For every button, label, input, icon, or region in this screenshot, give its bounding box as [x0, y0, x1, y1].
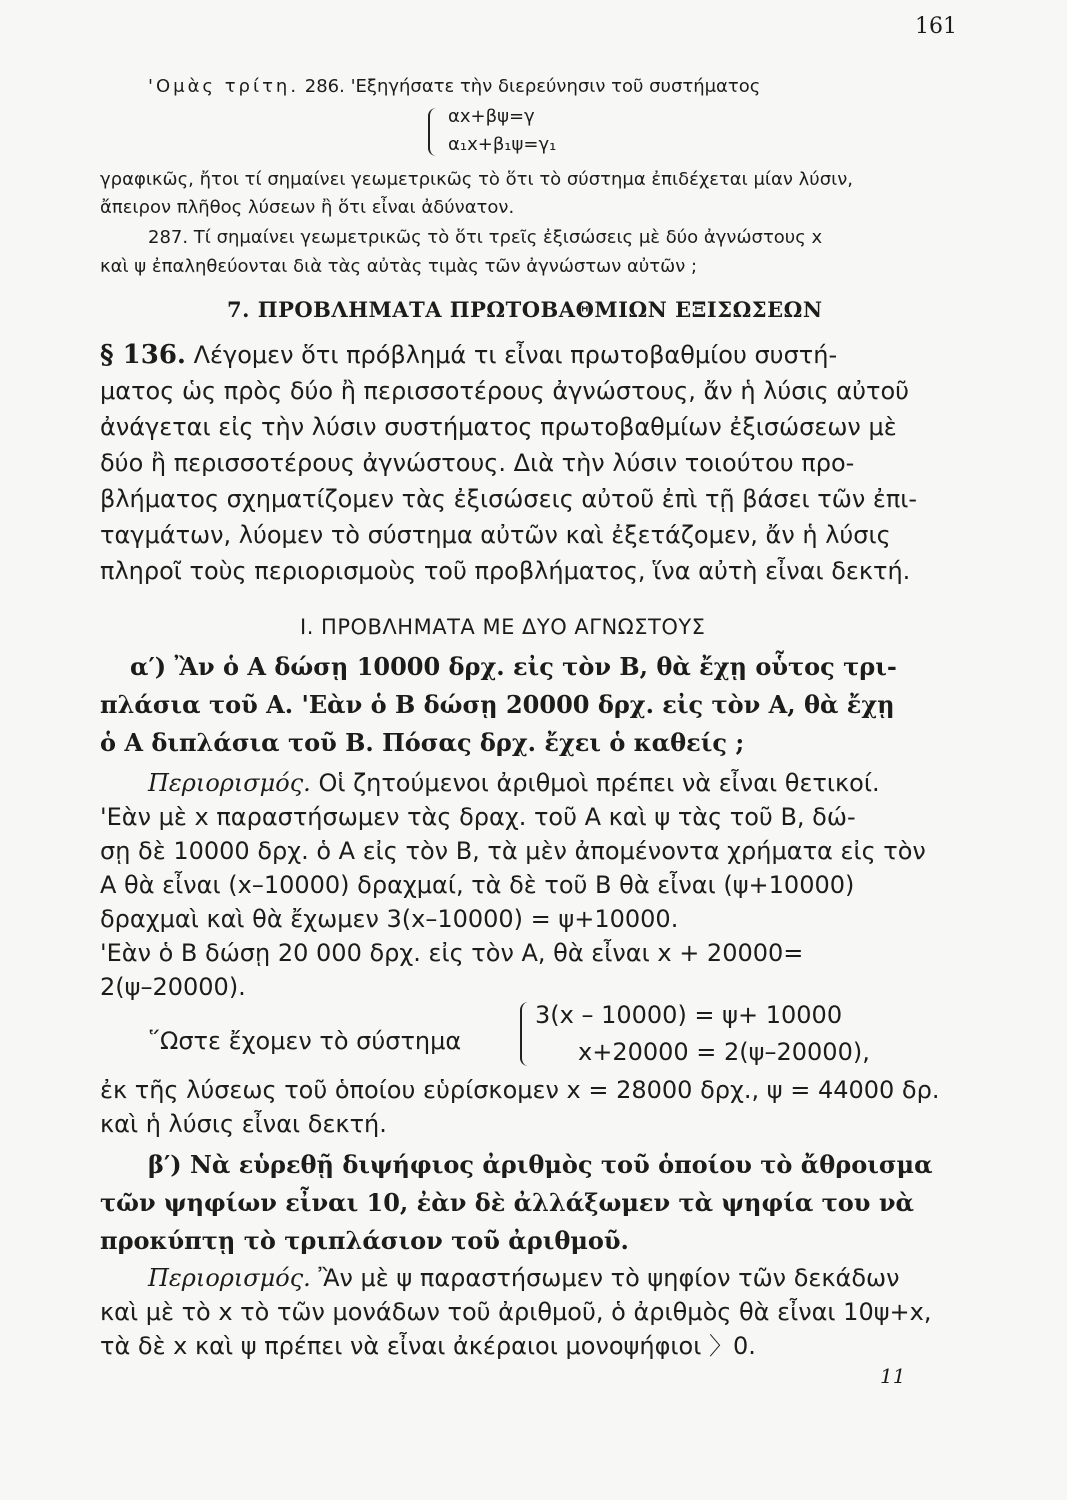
system-eq2: α₁x+β₁ψ=γ₁ — [448, 134, 557, 155]
restriction-label: Περιορισμός. — [148, 769, 311, 797]
text-line: 'Εὰν ὁ Β δώσῃ 20 000 δρχ. εἰς τὸν Α, θὰ εἶναι x + 20000= — [100, 939, 804, 967]
group-label: 'Ομὰς τρίτη. — [148, 76, 300, 97]
text-line: ταγμάτων, λύομεν τὸ σύστημα αὐτῶν καὶ ἐξετάζομεν, ἄν ἡ λύσις — [100, 521, 891, 549]
text-line: Λέγομεν ὅτι πρόβλημά τι εἶναι πρωτοβαθμίου συστή- — [193, 341, 838, 369]
subsection-heading: Ι. ΠΡΟΒΛΗΜΑΤΑ ΜΕ ΔΥΟ ΑΓΝΩΣΤΟΥΣ — [300, 615, 706, 639]
problem-a-statement: πλάσια τοῦ Α. 'Εὰν ὁ Β δώσῃ 20000 δρχ. εἰς τὸν Α, θὰ ἔχῃ — [100, 690, 895, 719]
text-line: Α θὰ εἶναι (x–10000) δραχμαί, τὰ δὲ τοῦ Β θὰ εἶναι (ψ+10000) — [100, 871, 855, 899]
system-brace — [428, 108, 438, 156]
system-brace — [520, 1002, 530, 1066]
system-equation: 3(x – 10000) = ψ+ 10000 — [535, 1001, 843, 1029]
paragraph-number: § 136. — [100, 340, 186, 370]
restriction-b — [148, 1262, 900, 1294]
text-line: ἐκ τῆς λύσεως τοῦ ὁποίου εὑρίσκομεν x = 28000 δρχ., ψ = 44000 δρ. — [100, 1076, 940, 1104]
section-heading: 7. ΠΡΟΒΛΗΜΑΤΑ ΠΡΩΤΟΒΑΘΜΙΩΝ ΕΞΙΣΩΣΕΩΝ — [227, 297, 823, 322]
text-line: ἄπειρον πλῆθος λύσεων ἢ ὅτι εἶναι ἀδύνατον. — [100, 197, 515, 218]
text-line: τὰ δὲ x καὶ ψ πρέπει νὰ εἶναι ἀκέραιοι μονοψήφιοι 〉0. — [100, 1332, 756, 1360]
restriction-text: Ἂν μὲ ψ παραστήσωμεν τὸ ψηφίον τῶν δεκάδων — [318, 1264, 900, 1292]
exercise-286 — [148, 75, 760, 99]
text-line: πληροῖ τοὺς περιορισμοὺς τοῦ προβλήματος, ἵνα αὐτὴ εἶναι δεκτή. — [100, 557, 911, 585]
restriction-a — [148, 767, 880, 799]
text-line: σῃ δὲ 10000 δρχ. ὁ Α εἰς τὸν Β, τὰ μὲν ἀπομένοντα χρήματα εἰς τὸν — [100, 837, 926, 865]
text-line: βλήματος σχηματίζομεν τὰς ἐξισώσεις αὐτοῦ ἐπὶ τῇ βάσει τῶν ἐπι- — [100, 485, 918, 513]
text-line: 'Εὰν μὲ x παραστήσωμεν τὰς δραχ. τοῦ Α καὶ ψ τὰς τοῦ Β, δώ- — [100, 803, 856, 831]
paragraph-136-line — [100, 339, 837, 371]
page-number: 161 — [915, 14, 957, 39]
text-line: γραφικῶς, ἤτοι τί σημαίνει γεωμετρικῶς τὸ ὅτι τὸ σύστημα ἐπιδέχεται μίαν λύσιν, — [100, 169, 853, 190]
system-eq1: αx+βψ=γ — [448, 106, 535, 127]
text-line: ἀνάγεται εἰς τὴν λύσιν συστήματος πρωτοβαθμίων ἐξισώσεων μὲ — [100, 413, 897, 441]
text-line: καὶ ἡ λύσις εἶναι δεκτή. — [100, 1110, 387, 1138]
text-line: καὶ ψ ἐπαληθεύονται διὰ τὰς αὐτὰς τιμὰς τῶν ἀγνώστων αὐτῶν ; — [100, 256, 698, 277]
problem-b-statement: β′) Νὰ εὑρεθῇ διψήφιος ἀριθμὸς τοῦ ὁποίου τὸ ἄθροισμα — [148, 1150, 933, 1179]
problem-b-statement: τῶν ψηφίων εἶναι 10, ἐὰν δὲ ἀλλάξωμεν τὰ ψηφία του νὰ — [100, 1188, 914, 1217]
footer-signature: 11 — [880, 1364, 906, 1388]
exercise-286-text: 286. 'Εξηγήσατε τὴν διερεύνησιν τοῦ συστήματος — [304, 76, 761, 97]
text-line: ματος ὡς πρὸς δύο ἢ περισσοτέρους ἀγνώστους, ἄν ἡ λύσις αὐτοῦ — [100, 377, 910, 405]
text-line: 2(ψ–20000). — [100, 973, 246, 1001]
problem-a-statement: α′) Ἂν ὁ Α δώσῃ 10000 δρχ. εἰς τὸν Β, θὰ ἔχῃ οὗτος τρι- — [130, 652, 897, 681]
text-line: δραχμαὶ καὶ θὰ ἔχωμεν 3(x–10000) = ψ+10000. — [100, 905, 679, 933]
problem-a-statement: ὁ Α διπλάσια τοῦ Β. Πόσας δρχ. ἔχει ὁ καθείς ; — [100, 728, 745, 757]
system-equation: x+20000 = 2(ψ–20000), — [578, 1038, 870, 1066]
problem-b-statement: προκύπτῃ τὸ τριπλάσιον τοῦ ἀριθμοῦ. — [100, 1226, 629, 1255]
restriction-label: Περιορισμός. — [148, 1264, 311, 1292]
system-intro: ῞Ωστε ἔχομεν τὸ σύστημα — [148, 1027, 462, 1055]
exercise-287: 287. Τί σημαίνει γεωμετρικῶς τὸ ὅτι τρεῖς ἐξισώσεις μὲ δύο ἀγνώστους x — [148, 227, 823, 248]
restriction-text: Οἱ ζητούμενοι ἀριθμοὶ πρέπει νὰ εἶναι θετικοί. — [318, 769, 880, 797]
text-line: δύο ἢ περισσοτέρους ἀγνώστους. Διὰ τὴν λύσιν τοιούτου προ- — [100, 449, 855, 477]
text-line: καὶ μὲ τὸ x τὸ τῶν μονάδων τοῦ ἀριθμοῦ, ὁ ἀριθμὸς θὰ εἶναι 10ψ+x, — [100, 1298, 932, 1326]
